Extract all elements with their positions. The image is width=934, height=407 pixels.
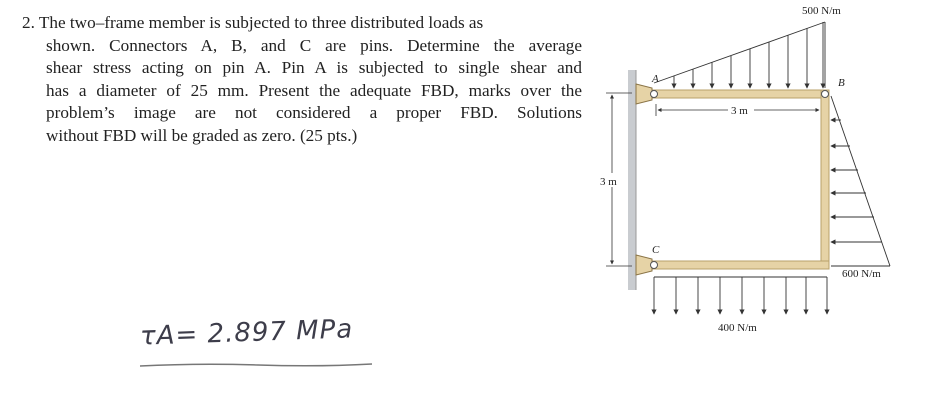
top-member xyxy=(648,90,828,98)
problem-line-6: without FBD will be graded as zero. (25 pts.) xyxy=(46,125,358,145)
problem-line-2: shown. Connectors A, B, and C are pins. Determine the average xyxy=(46,35,582,55)
right-load-label: 600 N/m xyxy=(842,268,881,280)
problem-line-3: shear stress acting on pin A. Pin A is subjected to single shear and xyxy=(46,58,582,77)
pin-b-label: B xyxy=(838,77,845,89)
top-distributed-load xyxy=(654,22,825,88)
wall xyxy=(628,70,636,290)
vertical-dimension-label: 3 m xyxy=(600,176,617,188)
bottom-distributed-load xyxy=(654,277,827,314)
vertical-dimension xyxy=(600,93,632,266)
pin-a-bracket xyxy=(636,84,658,104)
problem-line-1: 2. The two–frame member is subjected to three distributed loads as xyxy=(22,13,484,32)
pin-b xyxy=(822,91,829,98)
handwritten-answer: τA= 2.897 MPa xyxy=(139,314,354,352)
answer-underline xyxy=(138,362,374,368)
pin-a-label: A xyxy=(652,73,659,85)
horizontal-dimension xyxy=(656,104,819,117)
problem-line-4: has a diameter of 25 mm. Present the adequate FBD, marks over the xyxy=(46,80,582,100)
right-distributed-load xyxy=(831,96,890,266)
right-member xyxy=(821,90,829,268)
bottom-member xyxy=(648,261,829,269)
pin-c-bracket xyxy=(636,255,658,275)
problem-statement xyxy=(22,12,582,147)
horizontal-dimension-label: 3 m xyxy=(731,105,748,117)
bottom-load-label: 400 N/m xyxy=(718,322,757,334)
frame-figure xyxy=(590,0,934,407)
problem-number: 2. xyxy=(22,13,35,32)
pin-c-label: C xyxy=(652,244,660,256)
problem-line-5: problem’s image are not considered a proper FBD. Solutions xyxy=(46,103,582,122)
top-load-label: 500 N/m xyxy=(802,5,841,17)
